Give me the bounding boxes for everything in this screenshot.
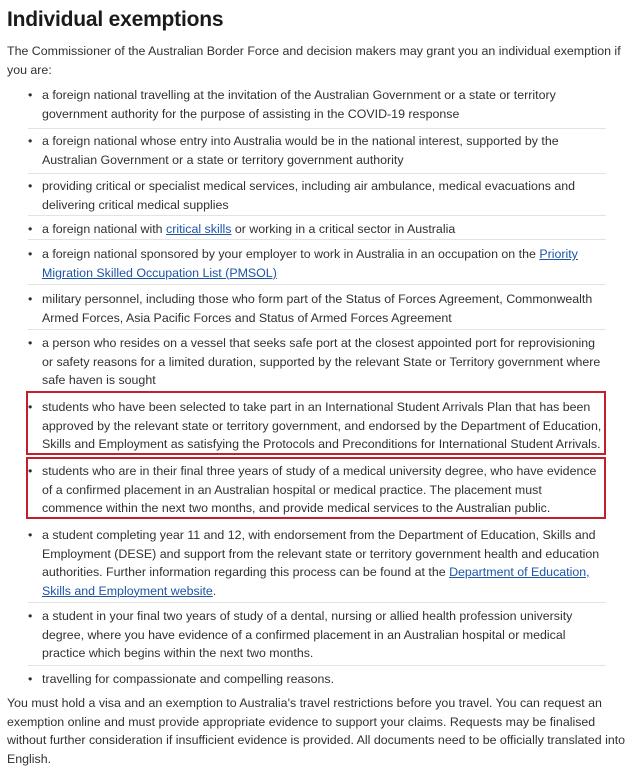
bullet-icon: • (28, 179, 33, 193)
highlight-box (26, 391, 606, 455)
bullet-icon: • (28, 464, 33, 478)
bullet-icon: • (28, 528, 33, 542)
bullet-icon: • (28, 672, 33, 686)
page-title: Individual exemptions (7, 8, 224, 31)
divider (28, 665, 606, 666)
divider (28, 128, 606, 129)
list-item: • a student in your final two years of study of a dental, nursing or allied health profession university degree, where you have evidence of a confirmed placement in an Australian hospital or medical practice which begins within the next two months. (28, 609, 573, 660)
list-item: • a foreign national travelling at the invitation of the Australian Government or a state or territory government authority for the purpose of assisting in the COVID-19 response (28, 88, 556, 121)
list-item: • a person who resides on a vessel that seeks safe port at the closest appointed port for reprovisioning or safety reasons for a limited duration, supported by the relevant State or Territory government where safe haven is sought (28, 336, 601, 387)
divider (28, 602, 606, 603)
dese-website-link[interactable]: Department of Education, Skills and Employment website (42, 565, 590, 598)
outro-paragraph: You must hold a visa and an exemption to Australia's travel restrictions before you travel. You can request an exemption online and must provide appropriate evidence to support your claims. Requests may be finalised without further consideration if insufficient evidence is provided. All documents need to be officially translated into English. (7, 696, 626, 766)
list-item: • military personnel, including those who form part of the Status of Forces Agreement, Commonwealth Armed Forces, Asia Pacific Forces and Status of Armed Forces Agreement (28, 292, 593, 325)
list-item: • a student completing year 11 and 12, with endorsement from the Department of Education, Skills and Employment (DESE) and support from the relevant state or territory government health and education authorities. Further information regarding this process can be found at the Department of Education, Skills and Employment website. (28, 528, 600, 598)
bullet-icon: • (28, 292, 33, 306)
divider (28, 284, 606, 285)
intro-paragraph: The Commissioner of the Australian Border Force and decision makers may grant you an individual exemption if you are: (7, 44, 621, 77)
bullet-icon: • (28, 247, 33, 261)
divider (28, 215, 606, 216)
list-item: • a foreign national with critical skills or working in a critical sector in Australia (28, 220, 603, 239)
list-item: • a foreign national whose entry into Australia would be in the national interest, supported by the Australian Government or a state or territory government authority (28, 134, 559, 167)
list-item: • travelling for compassionate and compelling reasons. (28, 670, 603, 689)
list-item: • providing critical or specialist medical services, including air ambulance, medical evacuations and delivering critical medical supplies (28, 179, 576, 212)
divider (28, 329, 606, 330)
bullet-icon: • (28, 134, 33, 148)
bullet-icon: • (28, 400, 33, 414)
bullet-icon: • (28, 222, 33, 236)
bullet-icon: • (28, 88, 33, 102)
divider (28, 173, 606, 174)
critical-skills-link[interactable]: critical skills (166, 222, 232, 236)
list-item-highlighted: • students who have been selected to take part in an International Student Arrivals Plan that has been approved by the relevant state or territory government, and endorsed by the Department of Education, Skills and Employment as satisfying the Protocols and Preconditions for International Student Arrivals. (28, 400, 602, 451)
bullet-icon: • (28, 609, 33, 623)
bullet-icon: • (28, 336, 33, 350)
divider (28, 239, 606, 240)
list-item-highlighted: • students who are in their final three years of study of a medical university degree, who have evidence of a confirmed placement in an Australian hospital or medical practice. The placement must commence within the next two months, and provide medical services to the Australian public. (28, 464, 597, 515)
highlight-box (26, 457, 606, 519)
list-item: • a foreign national sponsored by your employer to work in Australia in an occupation on the Priority Migration Skilled Occupation List (PMSOL) (28, 247, 578, 280)
pmsol-link[interactable]: Priority Migration Skilled Occupation List (PMSOL) (42, 247, 578, 280)
